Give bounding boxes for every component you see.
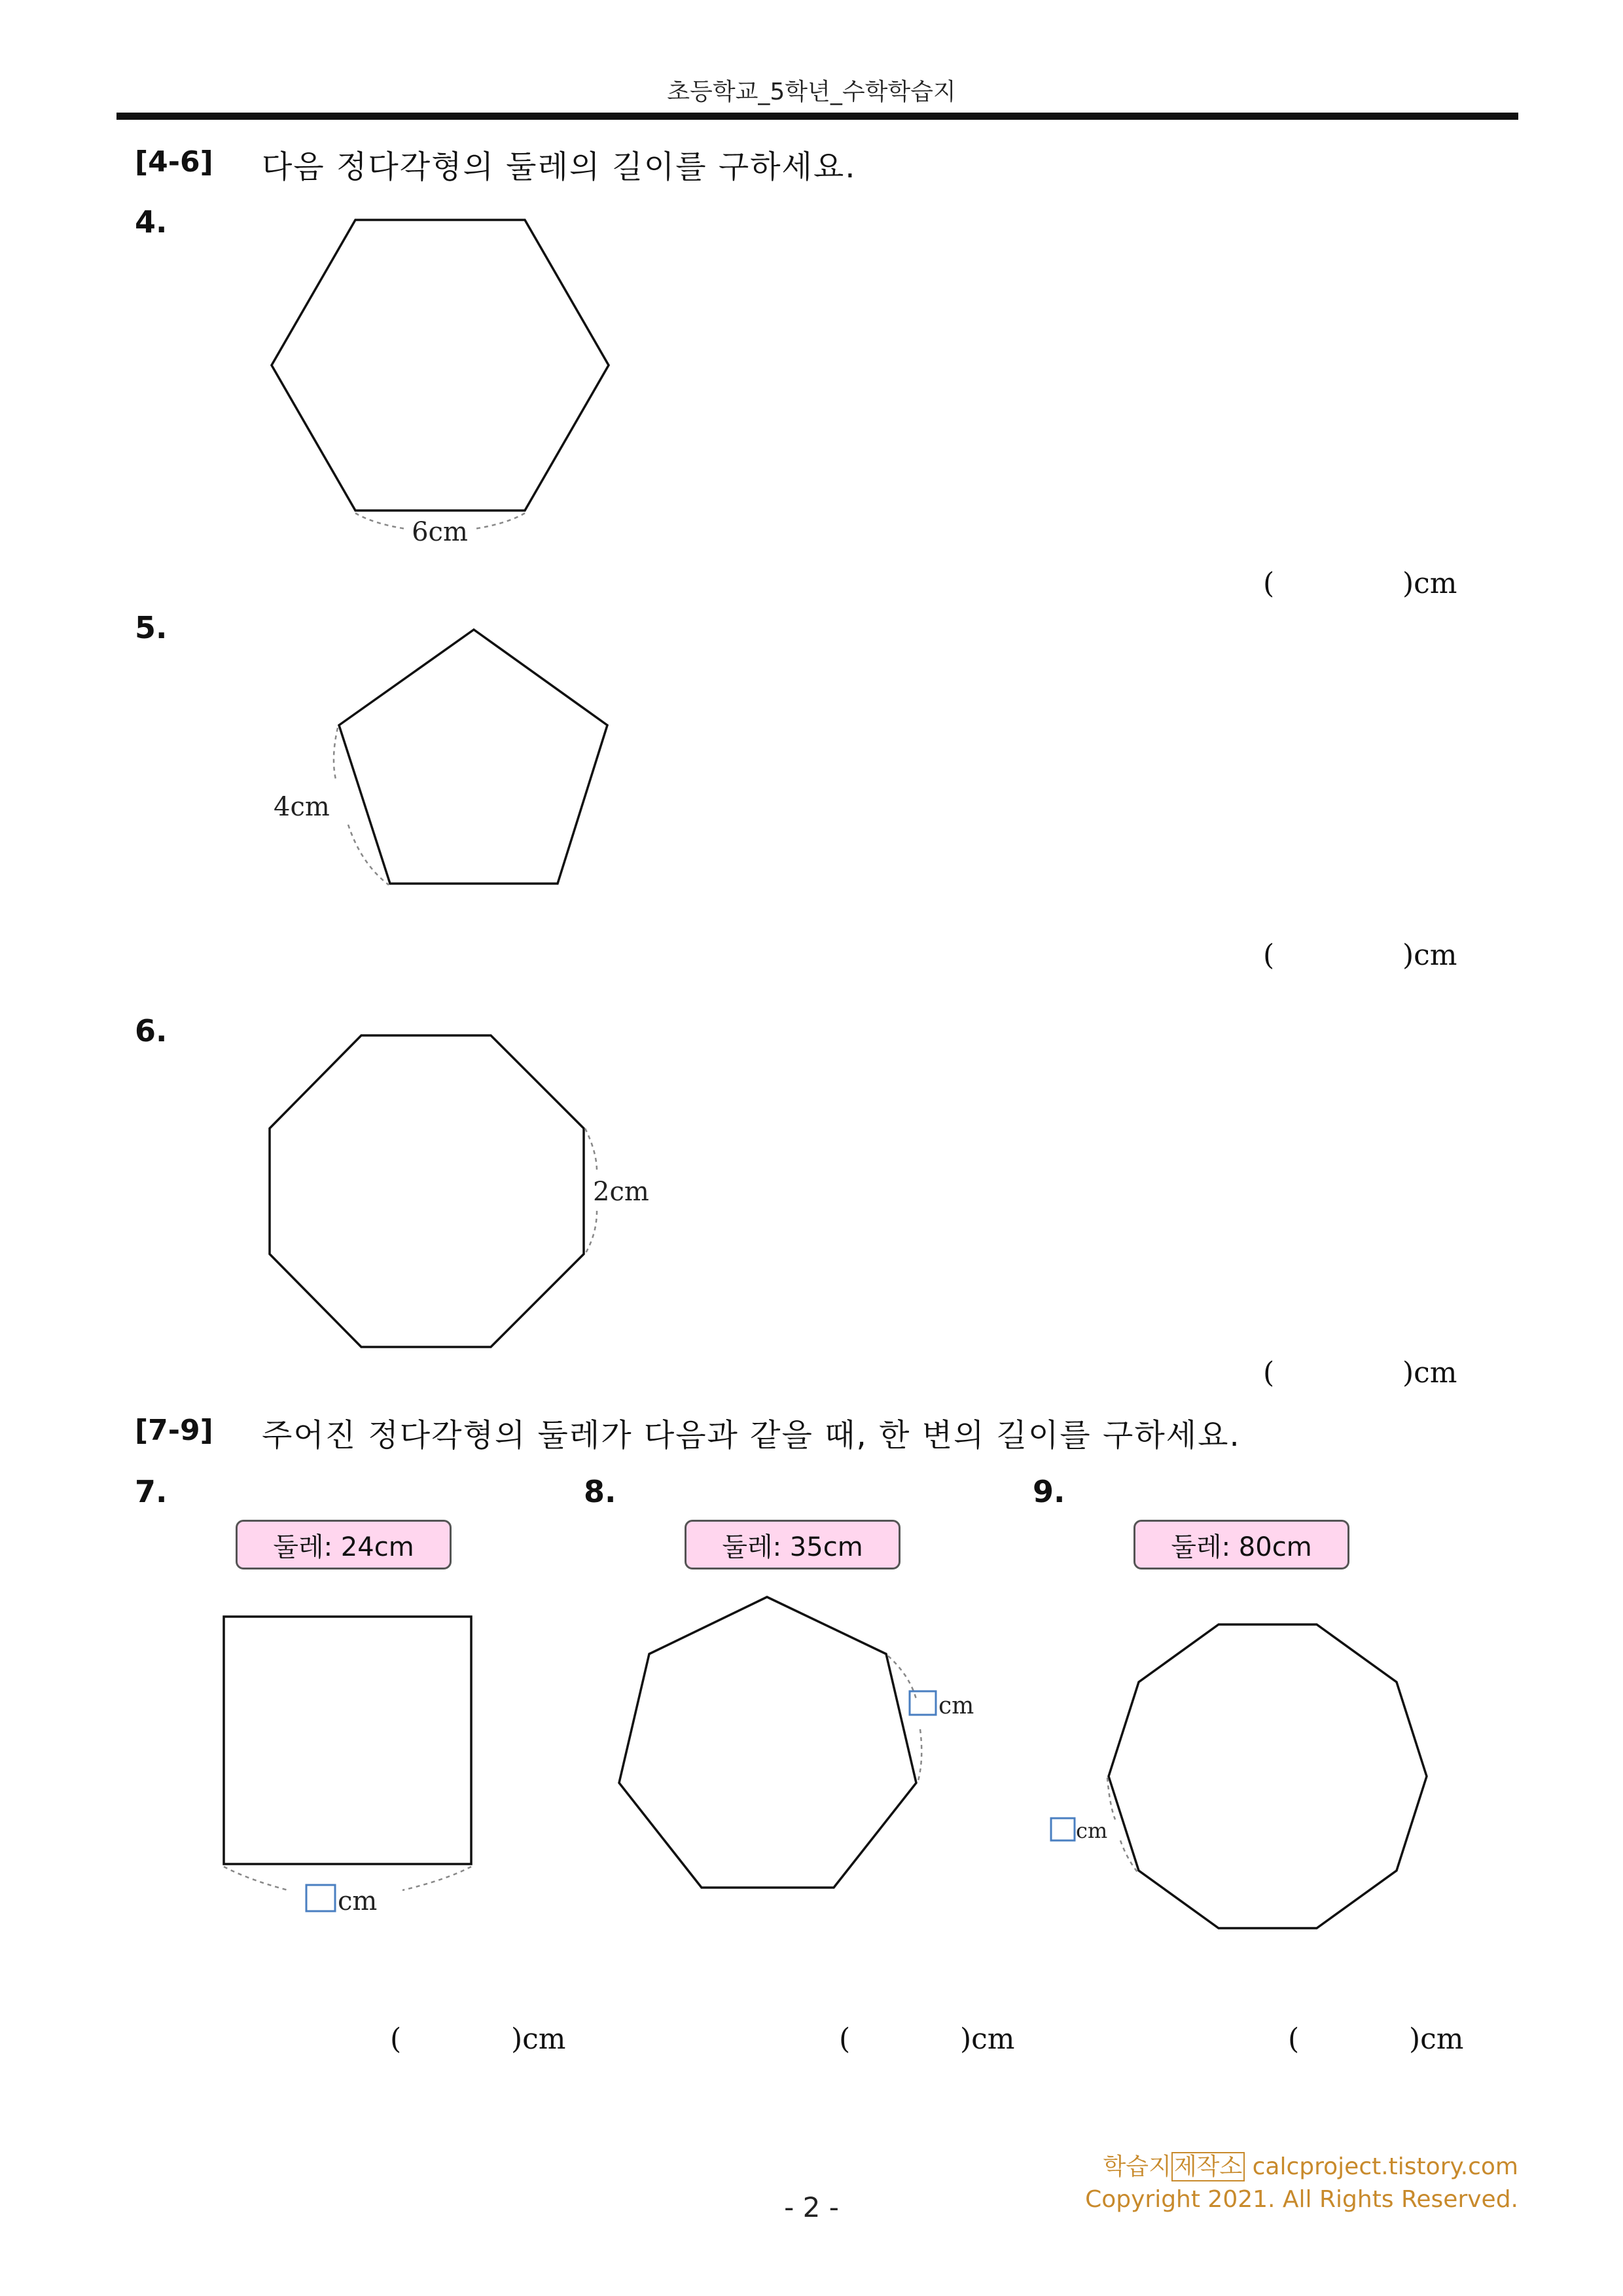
hexagon-side-label: 6cm — [412, 517, 468, 547]
perimeter-badge-9: 둘레: 80cm — [1133, 1520, 1349, 1570]
perimeter-badge-7: 둘레: 24cm — [236, 1520, 452, 1570]
perimeter-badge-8: 둘레: 35cm — [685, 1520, 901, 1570]
brand-name-boxed: 제작소 — [1171, 2152, 1245, 2181]
section-tag-4-6: [4-6] — [135, 145, 213, 179]
answer-blank-6[interactable]: ( )cm — [1263, 1356, 1457, 1390]
square-side-unit: cm — [338, 1886, 378, 1916]
answer-blank-8[interactable]: ( )cm — [839, 2022, 1015, 2056]
decagon-side-blank-box — [1051, 1818, 1075, 1840]
answer-blank-7[interactable]: ( )cm — [390, 2022, 566, 2056]
section-instruction-7-9: 주어진 정다각형의 둘레가 다음과 같을 때, 한 변의 길이를 구하세요. — [262, 1417, 1241, 1454]
section-tag-7-9: [7-9] — [135, 1414, 213, 1447]
square-side-blank-box — [306, 1885, 335, 1911]
decagon-shape — [1109, 1624, 1427, 1928]
brand-site-link[interactable]: calcproject.tistory.com — [1252, 2153, 1518, 2180]
footer-brand-line — [1103, 2148, 1518, 2181]
question-number-9: 9. — [1033, 1474, 1065, 1509]
answer-blank-5[interactable]: ( )cm — [1263, 939, 1457, 972]
section-instruction-4-6: 다음 정다각형의 둘레의 길이를 구하세요. — [262, 149, 857, 185]
square-shape — [224, 1617, 471, 1864]
question-number-5: 5. — [135, 610, 168, 645]
decagon-side-unit: cm — [1076, 1818, 1108, 1843]
page-number: - 2 - — [784, 2191, 839, 2223]
answer-blank-4[interactable]: ( )cm — [1263, 567, 1457, 600]
answer-blank-9[interactable]: ( )cm — [1288, 2022, 1464, 2056]
worksheet-title: 초등학교_5학년_수학학습지 — [667, 79, 956, 105]
brand-name: 학습지 — [1103, 2153, 1171, 2180]
heptagon-side-blank-box — [910, 1691, 936, 1715]
question-number-7: 7. — [135, 1474, 168, 1509]
footer-copyright: Copyright 2021. All Rights Reserved. — [1085, 2186, 1518, 2213]
heptagon-side-unit: cm — [938, 1693, 974, 1719]
heptagon-shape — [619, 1597, 916, 1888]
octagon-side-label: 2cm — [593, 1177, 649, 1207]
question-number-8: 8. — [584, 1474, 616, 1509]
pentagon-side-label: 4cm — [274, 792, 330, 822]
question-number-6: 6. — [135, 1013, 168, 1049]
question-number-4: 4. — [135, 204, 168, 240]
